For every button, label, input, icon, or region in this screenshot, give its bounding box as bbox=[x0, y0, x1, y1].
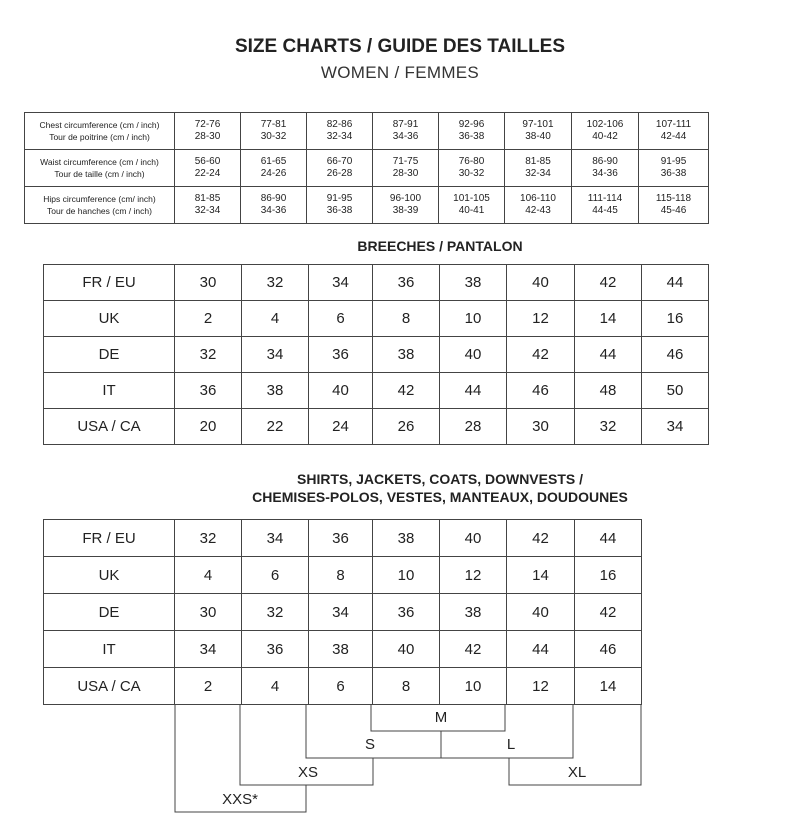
size-cell: 36 bbox=[309, 520, 373, 557]
value-inch: 36-38 bbox=[458, 131, 485, 142]
size-cell: 38 bbox=[242, 373, 309, 409]
size-cell: 40 bbox=[440, 337, 507, 373]
size-cell: 46 bbox=[575, 631, 642, 668]
value-cm: 91-95 bbox=[326, 193, 353, 204]
shirts-title-line2: CHEMISES-POLOS, VESTES, MANTEAUX, DOUDOUNES bbox=[252, 489, 628, 505]
size-cell: 8 bbox=[309, 557, 373, 594]
size-cell: 38 bbox=[309, 631, 373, 668]
size-cell: 36 bbox=[309, 337, 373, 373]
value-cm: 61-65 bbox=[260, 156, 287, 167]
size-cell: 34 bbox=[309, 265, 373, 301]
value-cm: 82-86 bbox=[326, 119, 353, 130]
size-cell: 34 bbox=[242, 520, 309, 557]
size-cell: 48 bbox=[575, 373, 642, 409]
size-cell: 14 bbox=[575, 668, 642, 705]
size-cell: 34 bbox=[642, 409, 709, 445]
value-inch: 28-30 bbox=[392, 168, 419, 179]
size-cell: 6 bbox=[309, 668, 373, 705]
value-cm: 97-101 bbox=[522, 119, 554, 130]
value-cm: 56-60 bbox=[194, 156, 221, 167]
value-cm: 86-90 bbox=[260, 193, 287, 204]
size-cell: 8 bbox=[373, 668, 440, 705]
size-cell: 38 bbox=[440, 594, 507, 631]
size-cell: 50 bbox=[642, 373, 709, 409]
size-cell: 36 bbox=[242, 631, 309, 668]
value-inch: 32-34 bbox=[525, 168, 551, 179]
value-cm: 72-76 bbox=[194, 119, 221, 130]
size-cell: 46 bbox=[507, 373, 575, 409]
size-cell: 42 bbox=[507, 337, 575, 373]
row-label-en: Waist circumference (cm / inch) bbox=[40, 157, 159, 167]
row-label-en: Chest circumference (cm / inch) bbox=[39, 120, 160, 130]
row-label: DE bbox=[44, 337, 175, 373]
row-label: FR / EU bbox=[44, 520, 175, 557]
size-cell: 4 bbox=[242, 301, 309, 337]
size-cell: 26 bbox=[373, 409, 440, 445]
value-inch: 34-36 bbox=[592, 168, 618, 179]
size-cell: 32 bbox=[175, 520, 242, 557]
size-cell: 46 bbox=[642, 337, 709, 373]
row-label: IT bbox=[44, 631, 175, 668]
size-cell: 44 bbox=[575, 520, 642, 557]
size-cell: 38 bbox=[373, 337, 440, 373]
size-cell: 14 bbox=[575, 301, 642, 337]
value-cm: 87-91 bbox=[392, 119, 419, 130]
value-inch: 32-34 bbox=[194, 205, 221, 216]
size-cell: 34 bbox=[175, 631, 242, 668]
size-cell: 20 bbox=[175, 409, 242, 445]
size-cell: 28 bbox=[440, 409, 507, 445]
size-cell: 30 bbox=[507, 409, 575, 445]
value-inch: 30-32 bbox=[458, 168, 485, 179]
size-cell: 42 bbox=[440, 631, 507, 668]
value-cm: 106-110 bbox=[520, 193, 556, 204]
size-cell: 44 bbox=[440, 373, 507, 409]
value-cm: 81-85 bbox=[194, 193, 221, 204]
value-inch: 36-38 bbox=[660, 168, 687, 179]
size-cell: 44 bbox=[507, 631, 575, 668]
value-cm: 91-95 bbox=[660, 156, 687, 167]
size-cell: 4 bbox=[242, 668, 309, 705]
size-cell: 42 bbox=[575, 594, 642, 631]
size-cell: 2 bbox=[175, 301, 242, 337]
value-cm: 96-100 bbox=[389, 193, 422, 204]
value-inch: 45-46 bbox=[660, 205, 687, 216]
size-cell: 4 bbox=[175, 557, 242, 594]
row-label: FR / EU bbox=[44, 265, 175, 301]
size-label-l: L bbox=[506, 736, 516, 753]
size-cell: 8 bbox=[373, 301, 440, 337]
size-cell: 36 bbox=[175, 373, 242, 409]
value-cm: 81-85 bbox=[525, 156, 551, 167]
size-cell: 6 bbox=[242, 557, 309, 594]
value-cm: 107-111 bbox=[655, 119, 692, 130]
size-cell: 34 bbox=[309, 594, 373, 631]
size-cell: 30 bbox=[175, 265, 242, 301]
value-inch: 36-38 bbox=[326, 205, 353, 216]
size-cell: 42 bbox=[373, 373, 440, 409]
size-cell: 42 bbox=[575, 265, 642, 301]
value-cm: 71-75 bbox=[392, 156, 419, 167]
size-cell: 38 bbox=[373, 520, 440, 557]
row-label: UK bbox=[44, 557, 175, 594]
size-cell: 38 bbox=[440, 265, 507, 301]
size-cell: 40 bbox=[373, 631, 440, 668]
size-cell: 10 bbox=[440, 301, 507, 337]
size-cell: 40 bbox=[309, 373, 373, 409]
size-label-xxs: XXS* bbox=[222, 791, 258, 808]
size-cell: 44 bbox=[642, 265, 709, 301]
size-cell: 12 bbox=[440, 557, 507, 594]
size-cell: 34 bbox=[242, 337, 309, 373]
size-label-m: M bbox=[434, 709, 448, 726]
value-cm: 101-105 bbox=[453, 193, 490, 204]
size-cell: 10 bbox=[373, 557, 440, 594]
value-inch: 40-42 bbox=[592, 131, 618, 142]
row-label: IT bbox=[44, 373, 175, 409]
size-cell: 12 bbox=[507, 668, 575, 705]
size-cell: 16 bbox=[642, 301, 709, 337]
size-cell: 40 bbox=[507, 594, 575, 631]
value-inch: 42-44 bbox=[660, 131, 687, 142]
size-cell: 42 bbox=[507, 520, 575, 557]
size-cell: 16 bbox=[575, 557, 642, 594]
value-inch: 26-28 bbox=[326, 168, 353, 179]
size-cell: 40 bbox=[440, 520, 507, 557]
size-cell: 2 bbox=[175, 668, 242, 705]
value-cm: 102-106 bbox=[586, 119, 624, 130]
size-label-xl: XL bbox=[567, 764, 587, 781]
row-label-en: Hips circumference (cm/ inch) bbox=[43, 194, 156, 204]
row-label: DE bbox=[44, 594, 175, 631]
size-cell: 10 bbox=[440, 668, 507, 705]
shirts-title-line1: SHIRTS, JACKETS, COATS, DOWNVESTS / bbox=[297, 471, 583, 487]
size-cell: 12 bbox=[507, 301, 575, 337]
value-inch: 32-34 bbox=[326, 131, 353, 142]
size-cell: 40 bbox=[507, 265, 575, 301]
size-cell: 32 bbox=[242, 594, 309, 631]
size-cell: 36 bbox=[373, 265, 440, 301]
value-cm: 66-70 bbox=[326, 156, 353, 167]
size-cell: 6 bbox=[309, 301, 373, 337]
value-inch: 38-40 bbox=[525, 131, 551, 142]
page-subtitle: WOMEN / FEMMES bbox=[320, 63, 480, 82]
value-inch: 28-30 bbox=[194, 131, 221, 142]
size-cell: 32 bbox=[242, 265, 309, 301]
value-inch: 34-36 bbox=[260, 205, 287, 216]
value-inch: 44-45 bbox=[592, 205, 618, 216]
size-cell: 24 bbox=[309, 409, 373, 445]
value-cm: 77-81 bbox=[260, 119, 287, 130]
value-cm: 111-114 bbox=[587, 193, 623, 204]
row-label-fr: Tour de hanches (cm / inch) bbox=[47, 206, 152, 216]
size-cell: 44 bbox=[575, 337, 642, 373]
row-label: UK bbox=[44, 301, 175, 337]
size-cell: 32 bbox=[575, 409, 642, 445]
size-cell: 32 bbox=[175, 337, 242, 373]
value-inch: 22-24 bbox=[194, 168, 221, 179]
size-cell: 30 bbox=[175, 594, 242, 631]
row-label: USA / CA bbox=[44, 409, 175, 445]
size-cell: 36 bbox=[373, 594, 440, 631]
value-inch: 42-43 bbox=[525, 205, 551, 216]
value-cm: 86-90 bbox=[592, 156, 618, 167]
value-inch: 40-41 bbox=[458, 205, 485, 216]
size-cell: 14 bbox=[507, 557, 575, 594]
size-cell: 22 bbox=[242, 409, 309, 445]
row-label-fr: Tour de taille (cm / inch) bbox=[54, 169, 145, 179]
value-cm: 76-80 bbox=[458, 156, 485, 167]
value-inch: 24-26 bbox=[260, 168, 287, 179]
row-label: USA / CA bbox=[44, 668, 175, 705]
page-title: SIZE CHARTS / GUIDE DES TAILLES bbox=[234, 36, 566, 57]
size-label-s: S bbox=[364, 736, 376, 753]
value-inch: 34-36 bbox=[392, 131, 419, 142]
value-cm: 115-118 bbox=[655, 193, 692, 204]
value-inch: 30-32 bbox=[260, 131, 287, 142]
row-label-fr: Tour de poitrine (cm / inch) bbox=[49, 132, 150, 142]
size-label-xs: XS bbox=[297, 764, 319, 781]
value-inch: 38-39 bbox=[392, 205, 419, 216]
value-cm: 92-96 bbox=[458, 119, 485, 130]
breeches-title: BREECHES / PANTALON bbox=[357, 238, 523, 254]
